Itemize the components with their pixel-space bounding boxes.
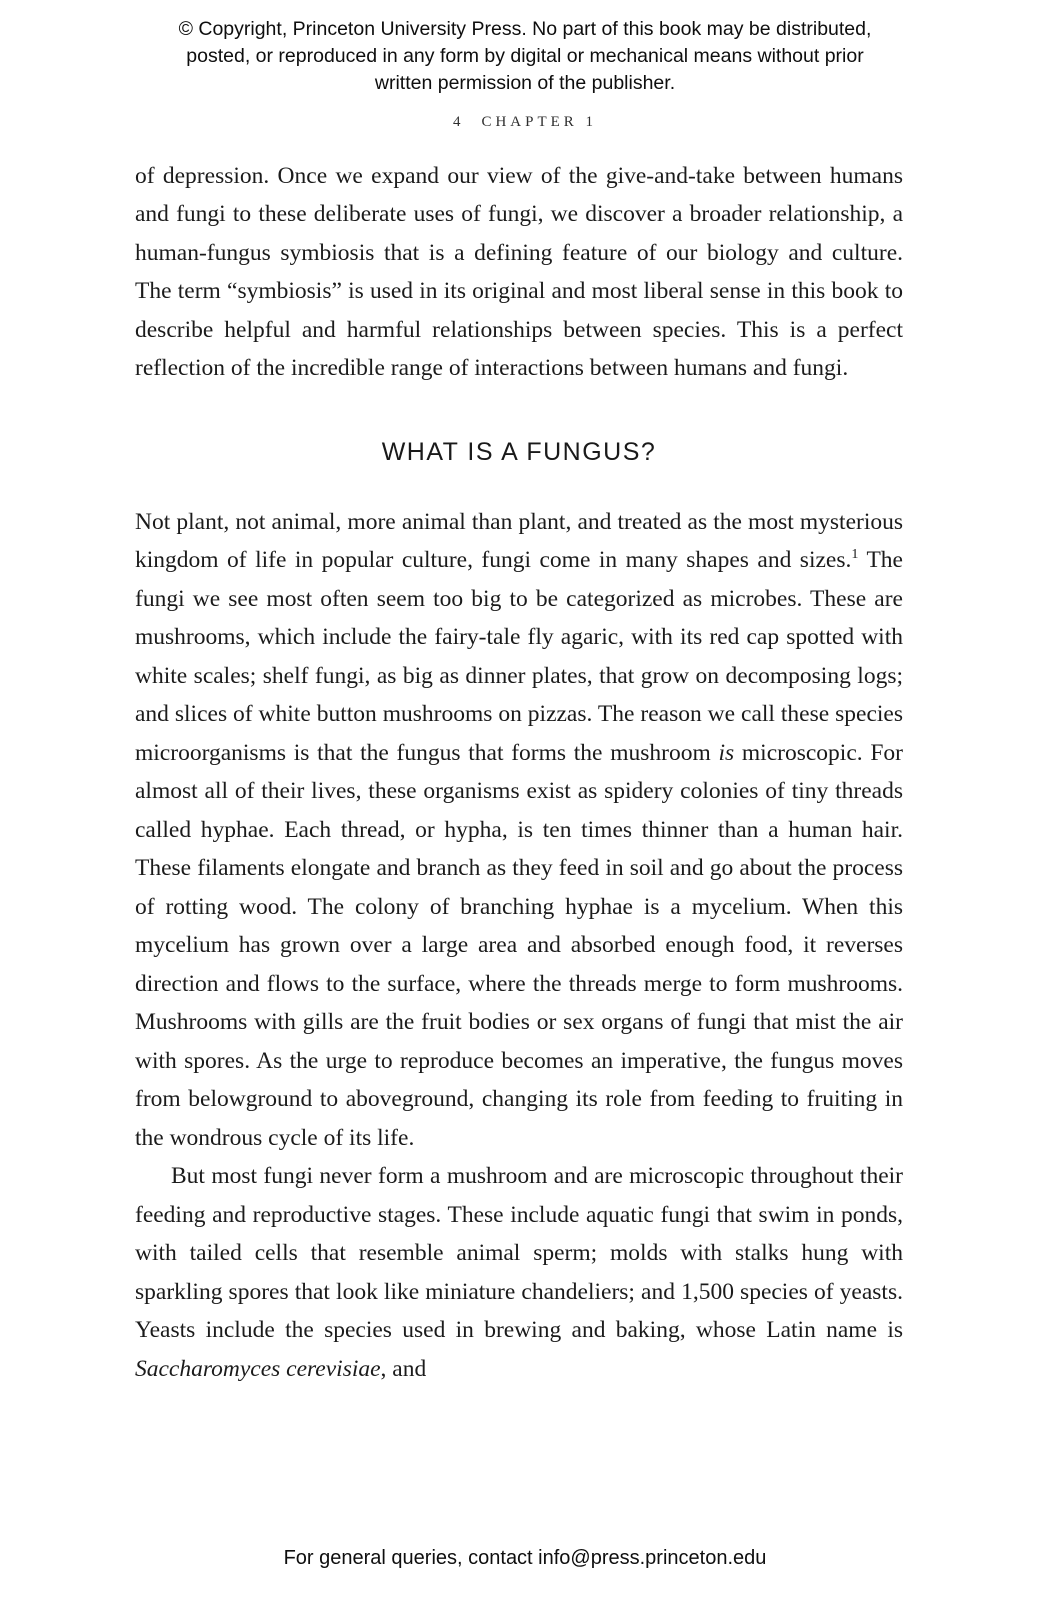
text-run: The fungi we see most often seem too big to be categorized as microbes. These are mushrooms, which include the fairy-tale fly agaric, with its red cap spotted with white scales; shelf fungi, as big as dinner plates, that grow on decomposing logs; and slices of white button mushrooms on pizzas. The reason we call these species microorganisms is that the fungus that forms the mushroom xyxy=(135,547,903,766)
text-run: microscopic. For almost all of their lives, these organisms exist as spidery colonies of tiny threads called hyphae. Each thread, or hypha, is ten times thinner than a human hair. These filaments elongate and branch as they feed in soil and go about the process of rotting wood. The colony of branching hyphae is a mycelium. When this mycelium has grown over a large area and absorbed enough food, it reverses direction and flows to the surface, where the threads merge to form mushrooms. Mushrooms with gills are the fruit bodies or sex organs of fungi that mist the air with spores. As the urge to reproduce becomes an imperative, the fungus moves from belowground to aboveground, changing its role from feeding to fruiting in the wondrous cycle of its life. xyxy=(135,739,904,1151)
body-paragraph xyxy=(135,1157,903,1388)
chapter-label: CHAPTER 1 xyxy=(481,113,598,130)
copyright-notice: © Copyright, Princeton University Press. No part of this book may be distributed, posted, or reproduced in any form by digital or mechanical means without prior written permission of the publisher. xyxy=(178,18,872,94)
body-paragraph xyxy=(135,157,903,388)
sup-text-run: 1 xyxy=(851,546,859,563)
body-paragraph xyxy=(135,503,903,1158)
intro-paragraphs xyxy=(135,157,903,388)
running-head xyxy=(0,114,1050,131)
text-run: Not plant, not animal, more animal than plant, and treated as the most mysterious kingdom of life in popular culture, fungi come in many shapes and sizes. xyxy=(135,508,903,574)
section-heading: WHAT IS A FUNGUS? xyxy=(381,437,657,466)
text-block xyxy=(135,157,903,1389)
text-run: But most fungi never form a mushroom and are microscopic throughout their feeding and reproductive stages. These include aquatic fungi that swim in ponds, with tailed cells that resemble animal sperm; molds with stalks hung with sparkling spores that look like miniature chandeliers; and 1,500 species of yeasts. Yeasts include the species used in brewing and baking, whose Latin name is xyxy=(135,1163,903,1344)
italic-text-run: Saccharomyces cerevisiae xyxy=(135,1355,381,1382)
italic-text-run: is xyxy=(718,739,735,766)
text-run: of depression. Once we expand our view of the give-and-take between humans and fungi to these deliberate uses of fungi, we discover a broader relationship, a human-fungus symbiosis that is a defining feature of our biology and culture. The term “symbiosis” is used in its original and most liberal sense in this book to describe helpful and harmful relationships between species. This is a perfect reflection of the incredible range of interactions between humans and fungi. xyxy=(135,162,903,382)
section-paragraphs xyxy=(135,503,903,1389)
page-footer-query-line: For general queries, contact info@press.princeton.edu xyxy=(283,1547,767,1569)
page-number: 4 xyxy=(452,113,462,130)
text-run: , and xyxy=(380,1355,427,1382)
